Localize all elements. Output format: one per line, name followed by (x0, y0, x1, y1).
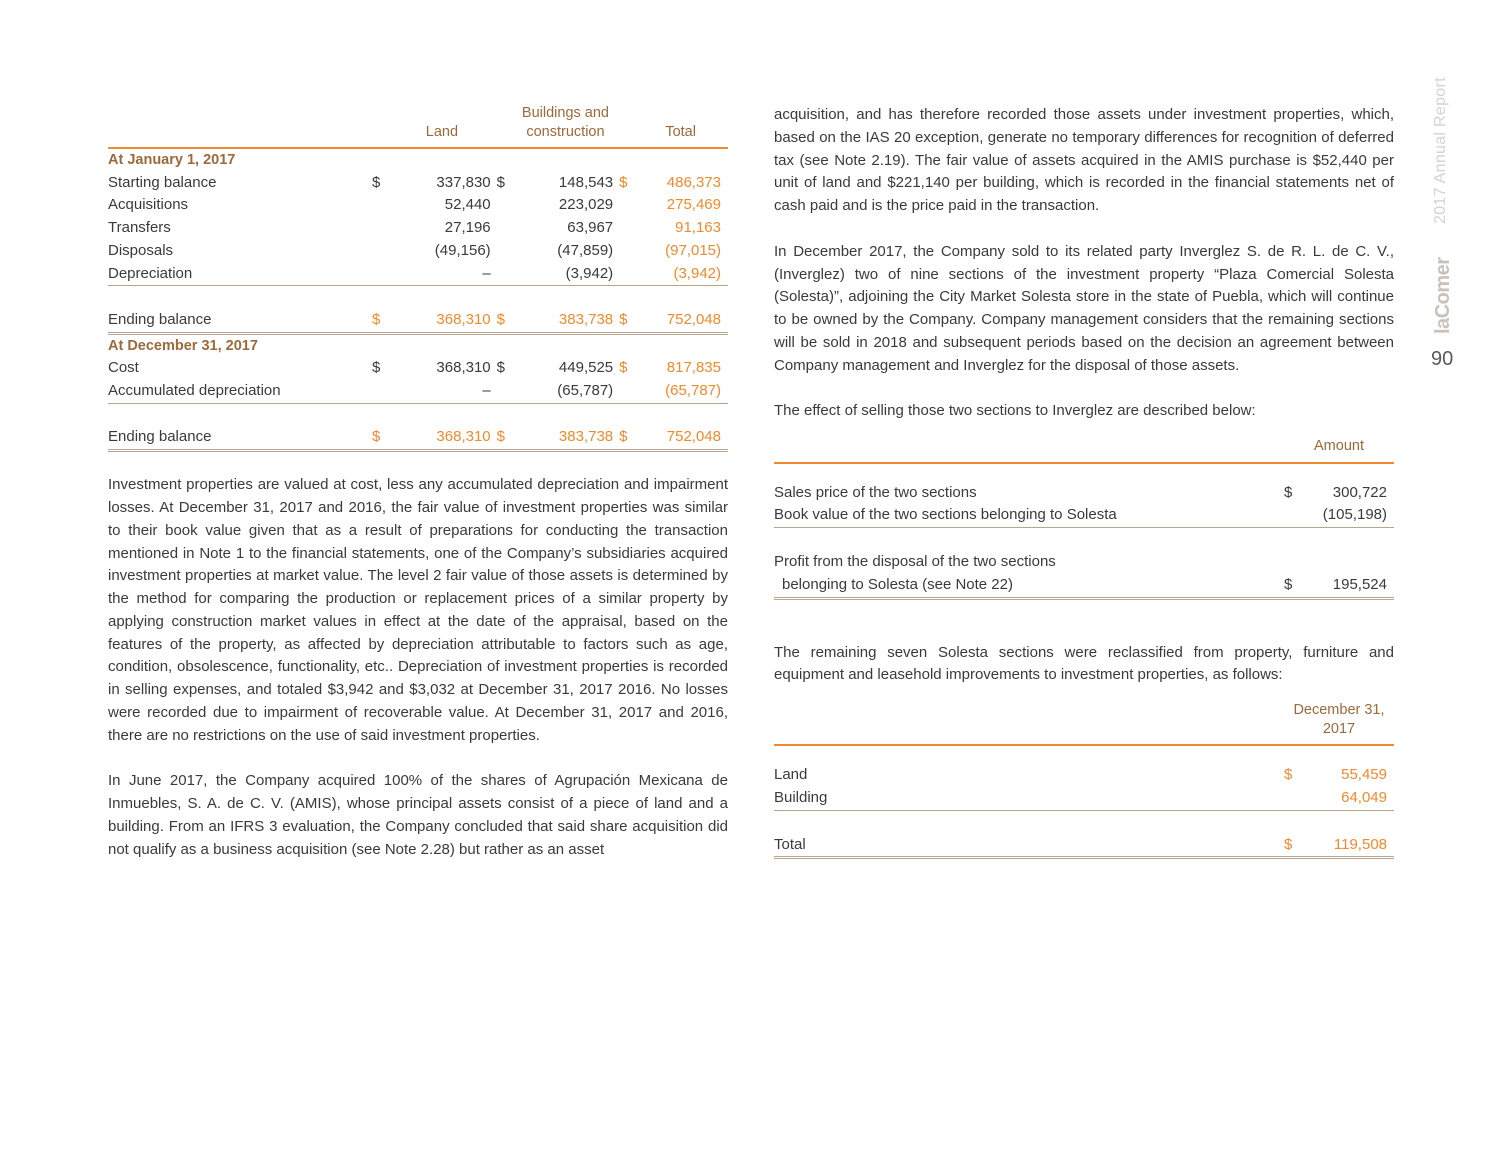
currency: $ (372, 359, 381, 377)
buildings-value: 148,543 (558, 173, 614, 191)
buildings-value: 383,738 (518, 309, 619, 333)
section1-rows (108, 172, 728, 287)
land-value: 52,440 (444, 196, 491, 214)
header-date: December 31, 2017 (1284, 701, 1394, 745)
currency: $ (496, 173, 505, 191)
header-buildings: Buildings and construction (518, 104, 619, 148)
buildings-value: (65,787) (518, 380, 619, 403)
buildings-value: 223,029 (558, 196, 614, 214)
currency: $ (497, 309, 518, 333)
currency: $ (497, 426, 518, 450)
currency: $ (619, 173, 628, 191)
page-number: 90 (1431, 348, 1454, 370)
ending-balance-2 (108, 404, 728, 452)
currency: $ (372, 309, 393, 333)
left-column (108, 104, 728, 862)
land-value: 368,310 (393, 426, 497, 450)
table-row (108, 263, 728, 286)
section2-rows (108, 357, 728, 403)
table-row (108, 357, 728, 380)
row-label: Starting balance (108, 173, 217, 191)
currency (619, 263, 640, 286)
profit-label-line1: Profit from the disposal of the two sections (774, 553, 1056, 571)
section-title: At January 1, 2017 (108, 152, 236, 168)
currency: $ (619, 309, 640, 333)
total-value: (3,942) (640, 263, 728, 286)
paragraph: The remaining seven Solesta sections were reclassified from property, furniture and equipment and leasehold improvements to investment properties, as follows: (774, 643, 1394, 684)
currency (372, 240, 393, 263)
table-row: Building 64,049 (774, 787, 1394, 810)
total-value: 817,835 (666, 359, 721, 377)
section-title-row (108, 335, 728, 358)
row-label: Disposals (108, 241, 174, 259)
total-value: 752,048 (640, 309, 728, 333)
section-title-row (108, 148, 728, 172)
land-value: 337,830 (436, 173, 491, 191)
land-value: 368,310 (393, 309, 497, 333)
currency (619, 240, 640, 263)
currency (497, 263, 518, 286)
table-row: Sales price of the two sections $ 300,722 (774, 483, 1387, 501)
row-label: Ending balance (108, 309, 372, 333)
table-header-row (774, 701, 1394, 745)
table-row: Land $ 55,459 (774, 766, 1387, 784)
table-row (108, 240, 728, 263)
currency (372, 194, 393, 217)
row-label: Transfers (108, 219, 171, 237)
currency (497, 240, 518, 263)
table-row (108, 194, 728, 217)
sale-effect-table (774, 437, 1394, 599)
total-value: 752,048 (640, 426, 728, 450)
land-value: 27,196 (444, 219, 491, 237)
currency (619, 217, 640, 240)
total-value: 486,373 (666, 173, 721, 191)
currency (619, 380, 640, 403)
paragraph: In June 2017, the Company acquired 100% of the shares of Agrupación Mexicana de Inmuebles, S. A. de C. V. (AMIS), whose principal assets consist of a piece of land and a building. From an IFRS 3 evaluation, the Company concluded that said share acquisition did not qualify as a business acquisition (see Note 2.28) but rather as an asset (108, 772, 728, 858)
report-title: 2017 Annual Report (1432, 77, 1449, 224)
land-value: 368,310 (436, 359, 491, 377)
table-header-row (108, 104, 728, 148)
row-label: Accumulated depreciation (108, 380, 372, 403)
table-row (108, 172, 728, 195)
buildings-value: 383,738 (518, 426, 619, 450)
buildings-value: 63,967 (567, 219, 614, 237)
buildings-value: (3,942) (518, 263, 619, 286)
ending-balance-row (108, 426, 728, 450)
paragraph: Investment properties are valued at cost, less any accumulated depreciation and impairment losses. At December 31, 2017 and 2016, the fair value of investment properties was similar to their book value given that as a result of preparations for conducting the transaction mentioned in Note 1 to the financial statements, one of the Company’s subsidiaries acquired investment properties at market value. The level 2 fair value of those assets is determined by the method for comparing the production or replacement prices of a similar property by applying construction market values in effect at the date of the appraisal, based on the features of the property, as affected by depreciation attributable to factors such as age, condition, obsolescence, functionality, etc.. Depreciation of investment properties is recorded in selling expenses, and totaled $3,942 and $3,032 at December 31, 2017 2016. No losses were recorded due to impairment of recoverable value. At December 31, 2017 and 2016, there are no restrictions on the use of said investment properties. (108, 476, 728, 744)
row-label: Acquisitions (108, 196, 189, 214)
currency: $ (619, 426, 640, 450)
header-total: Total (640, 104, 728, 148)
buildings-value: 449,525 (558, 359, 614, 377)
total-value: 275,469 (666, 196, 721, 214)
header-land: Land (393, 104, 497, 148)
total-row: Total $ 119,508 (774, 834, 1394, 858)
company-logo: laComer (1432, 257, 1454, 334)
currency (497, 217, 518, 240)
currency (372, 263, 393, 286)
currency: $ (372, 173, 381, 191)
currency (497, 194, 518, 217)
table-row (108, 217, 728, 240)
ending-balance-row (108, 309, 728, 333)
section2-title-table (108, 335, 728, 358)
land-value: (49,156) (434, 241, 491, 259)
currency (619, 194, 640, 217)
table-row (108, 380, 728, 403)
left-text-block (108, 474, 728, 862)
currency (372, 380, 393, 403)
total-value: 91,163 (675, 219, 721, 237)
land-value: – (393, 380, 497, 403)
currency: $ (496, 359, 505, 377)
total-value: (65,787) (640, 380, 728, 403)
row-label: Depreciation (108, 263, 372, 286)
section-title: At December 31, 2017 (108, 337, 258, 354)
investment-properties-table (108, 104, 728, 172)
table-header-row (774, 437, 1394, 463)
currency (497, 380, 518, 403)
row-label: Ending balance (108, 426, 372, 450)
profit-amount: 195,524 (1310, 574, 1394, 598)
table-row: belonging to Solesta (see Note 22) $ 195,524 (774, 574, 1394, 598)
table-row (774, 551, 1394, 574)
right-column (774, 104, 1394, 859)
reclassification-table (774, 701, 1394, 859)
header-amount: Amount (1284, 437, 1394, 463)
row-label: Cost (108, 359, 139, 377)
paragraph: acquisition, and has therefore recorded those assets under investment properties, which, based on the IAS 20 exception, generate no temporary differences for recognition of deferred tax (see Note 2.19). The fair value of assets acquired in the AMIS purchase is $52,440 per unit of land and $221,140 per building, which is recorded in the financial statements net of cash paid and is the price paid in the transaction. (774, 106, 1394, 215)
buildings-value: (47,859) (557, 241, 614, 259)
currency: $ (619, 359, 628, 377)
paragraph: The effect of selling those two sections to Inverglez are described below: (774, 402, 1256, 420)
paragraph: In December 2017, the Company sold to its related party Inverglez S. de R. L. de C. V., (Inverglez) two of nine sections of the investment property “Plaza Comercial Solesta (Solesta)”, adjoining the City Market Solesta store in the state of Puebla, which will continue to be owned by the Company. Company management considers that the remaining sections will be sold in 2018 and subsequent periods based on the decision an agreement between Company management and Inverglez for the disposal of those assets. (774, 242, 1394, 374)
ending-balance-1 (108, 286, 728, 334)
total-value: (97,015) (665, 241, 721, 259)
land-value: – (393, 263, 497, 286)
currency: $ (372, 426, 393, 450)
table-row: Book value of the two sections belonging to Solesta (105,198) (774, 504, 1394, 527)
currency (372, 217, 393, 240)
profit-label-line2: belonging to Solesta (see Note 22) (774, 574, 1284, 598)
